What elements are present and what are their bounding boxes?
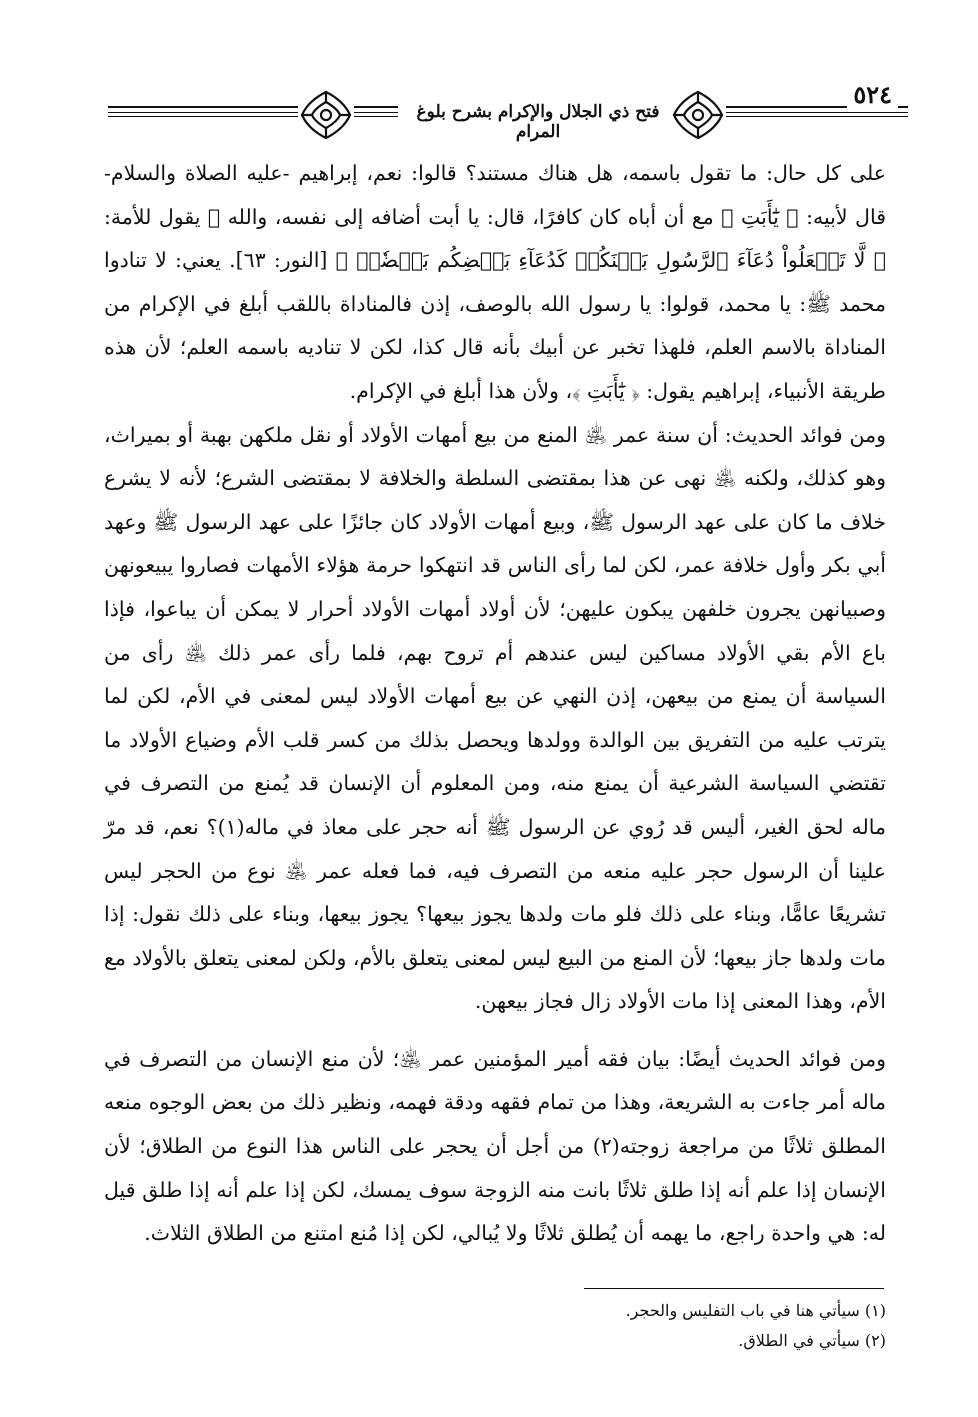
main-text (104, 152, 886, 1256)
ornament-icon (670, 88, 726, 142)
page-header (108, 82, 908, 148)
ornament-icon (298, 88, 354, 142)
footnote: (٢) سيأتي في الطلاق. (738, 1331, 886, 1350)
paragraph: على كل حال: ما تقول باسمه، هل هناك مستند؟ قالوا: نعم، إبراهيم -عليه الصلاة والسلام- قال لأبيه: ﴿ يَٰٓأَبَتِ ﴾ مع أن أباه كان كافرًا، قال: يا أبت أضافه إلى نفسه، والله ﷻ يقول للأمة: ﴿ لَّا تَجۡعَلُواْ دُعَآءَ ٱلرَّسُولِ بَيۡنَكُمۡ كَدُعَآءِ بَعۡضِكُم بَعۡضٗاۚ ﴾ [النور: ٦٣]. يعني: لا تنادوا محمد ﷺ: يا محمد، قولوا: يا رسول الله بالوصف، إذن فالمناداة باللقب أبلغ في الإكرام من المناداة بالاسم العلم، فلهذا تخبر عن أبيك بأنه قال كذا، لكن لا تناديه باسمه العلم؛ لأن هذه طريقة الأنبياء، إبراهيم يقول: ﴿ يَٰٓأَبَتِ ﴾، ولأن هذا أبلغ في الإكرام. (104, 161, 886, 403)
footnote: (١) سيأتي هنا في باب التفليس والحجر. (625, 1301, 886, 1320)
running-title: فتح ذي الجلال والإكرام بشرح بلوغ المرام (398, 102, 678, 142)
paragraph: ومن فوائد الحديث: أن سنة عمر ﵁ المنع من بيع أمهات الأولاد أو نقل ملكهن بهبة أو بميراث، وهو كذلك، ولكنه ﵁ نهى عن هذا بمقتضى السلطة والخلافة لا بمقتضى الشرع؛ لأنه لا يشرع خلاف ما كان على عهد الرسول ﷺ، وبيع أمهات الأولاد كان جائزًا على عهد الرسول ﷺ وعهد أبي بكر وأول خلافة عمر، لكن لما رأى الناس قد انتهكوا حرمة هؤلاء الأمهات فصاروا يبيعونهن وصبيانهن يجرون خلفهن يبكون عليهن؛ لأن أولاد أمهات الأولاد أحرار لا يمكن أن يباعوا، فإذا باع الأم بقي الأولاد مساكين ليس عندهم أم تروح بهم، فلما رأى عمر ذلك ﵁ رأى من السياسة أن يمنع من بيعهن، إذن النهي عن بيع أمهات الأولاد ليس لمعنى في الأم، لكن لما يترتب عليه من التفريق بين الوالدة وولدها ويحصل بذلك من كسر قلب الأم وضياع الأولاد ما تقتضي السياسة الشرعية أن يمنع منه، ومن المعلوم أن الإنسان قد يُمنع من التصرف في ماله لحق الغير، أليس قد رُوي عن الرسول ﷺ أنه حجر على معاذ في ماله(١)؟ نعم، قد مرّ علينا أن الرسول حجر عليه منعه من التصرف فيه، فما فعله عمر ﵁ نوع من الحجر ليس تشريعًا عامًّا، وبناء على ذلك فلو مات ولدها يجوز بيعها؟ يجوز بيعها، وبناء على ذلك نقول: إذا مات ولدها جاز بيعها؛ لأن المنع من البيع ليس لمعنى يتعلق بالأم، ولكن لمعنى يتعلق بالأولاد مع الأم، وهذا المعنى إذا مات الأولاد زال فجاز بيعهن. (104, 422, 886, 1014)
footnotes (104, 1296, 886, 1356)
footnote-separator (584, 1288, 884, 1289)
paragraph: ومن فوائد الحديث أيضًا: بيان فقه أمير المؤمنين عمر ﵁؛ لأن منع الإنسان من التصرف في ماله أمر جاءت به الشريعة، وهذا من تمام فقهه ودقة فهمه، ونظير ذلك من بعض الوجوه منعه المطلق ثلاثًا من مراجعة زوجته(٢) من أجل أن يحجر على الناس هذا النوع من الطلاق؛ لأن الإنسان إذا علم أنه إذا طلق ثلاثًا بانت منه الزوجة سوف يمسك، لكن إذا علم أنه إذا طلق قيل له: هي واحدة راجع، ما يهمه أن يُطلق ثلاثًا ولا يُبالي، لكن إذا مُنع امتنع من الطلاق الثلاث. (104, 1046, 886, 1246)
page-number: ٥٢٤ (847, 80, 898, 109)
